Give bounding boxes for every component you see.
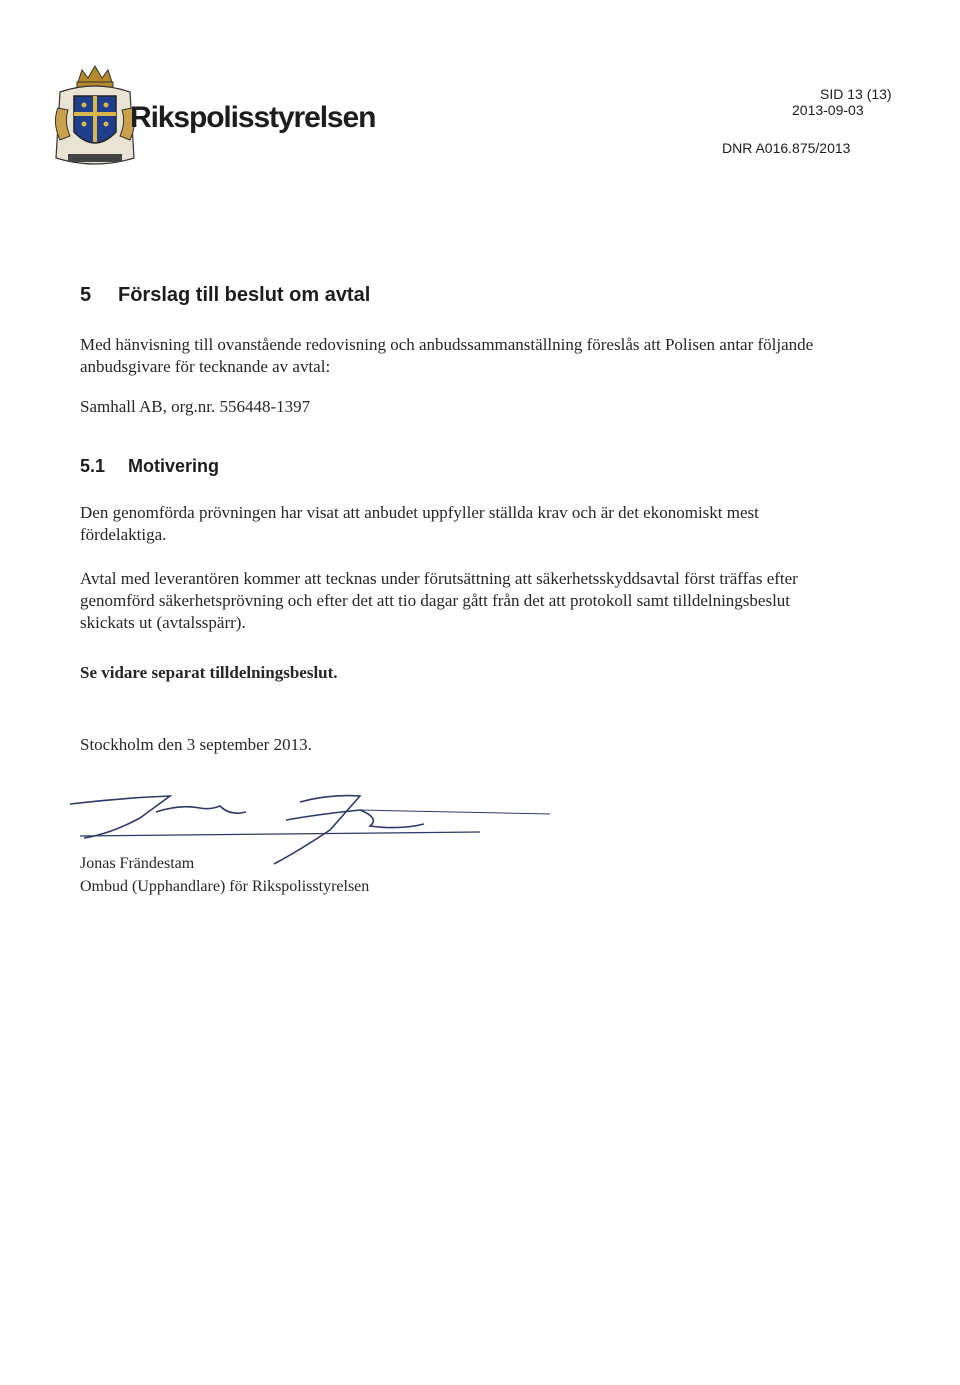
subsection-number: 5.1 [80,456,106,476]
page-number: SID 13 (13) [820,86,892,102]
motivation-paragraph: Den genomförda prövningen har visat att anbudet uppfyller ställda krav och är det ekonomiskt mest fördelaktiga. [80,503,759,544]
signer-role: Ombud (Upphandlare) för Rikspolisstyrelsen [80,878,370,895]
place-and-date: Stockholm den 3 september 2013. [80,735,312,754]
contract-paragraph: Avtal med leverantören kommer att tecknas under förutsättning att säkerhetsskyddsavtal först träffas efter genomförd säkerhetsprövning och efter det att tio dagar gått från det att protokoll samt tilldelningsbeslut skickats ut (avtalsspärr). [80,569,798,632]
subsection-heading [80,456,219,477]
section-heading [80,284,370,307]
document-date: 2013-09-03 [792,102,864,118]
organization-name: Rikspolisstyrelsen [130,101,376,134]
subsection-title: Motivering [128,456,220,476]
company-line: Samhall AB, org.nr. 556448-1397 [80,397,311,416]
swedish-police-coat-of-arms-icon [50,62,140,174]
section-title: Förslag till beslut om avtal [118,284,371,306]
signer-name: Jonas Frändestam [80,855,195,872]
intro-paragraph: Med hänvisning till ovanstående redovisning och anbudssammanställning föreslås att Polisen antar följande anbudsgivare för tecknande av avtal: [80,335,814,376]
section-number: 5 [80,284,92,306]
see-decision-note: Se vidare separat tilldelningsbeslut. [80,663,338,682]
document-reference-number: DNR A016.875/2013 [722,140,851,156]
